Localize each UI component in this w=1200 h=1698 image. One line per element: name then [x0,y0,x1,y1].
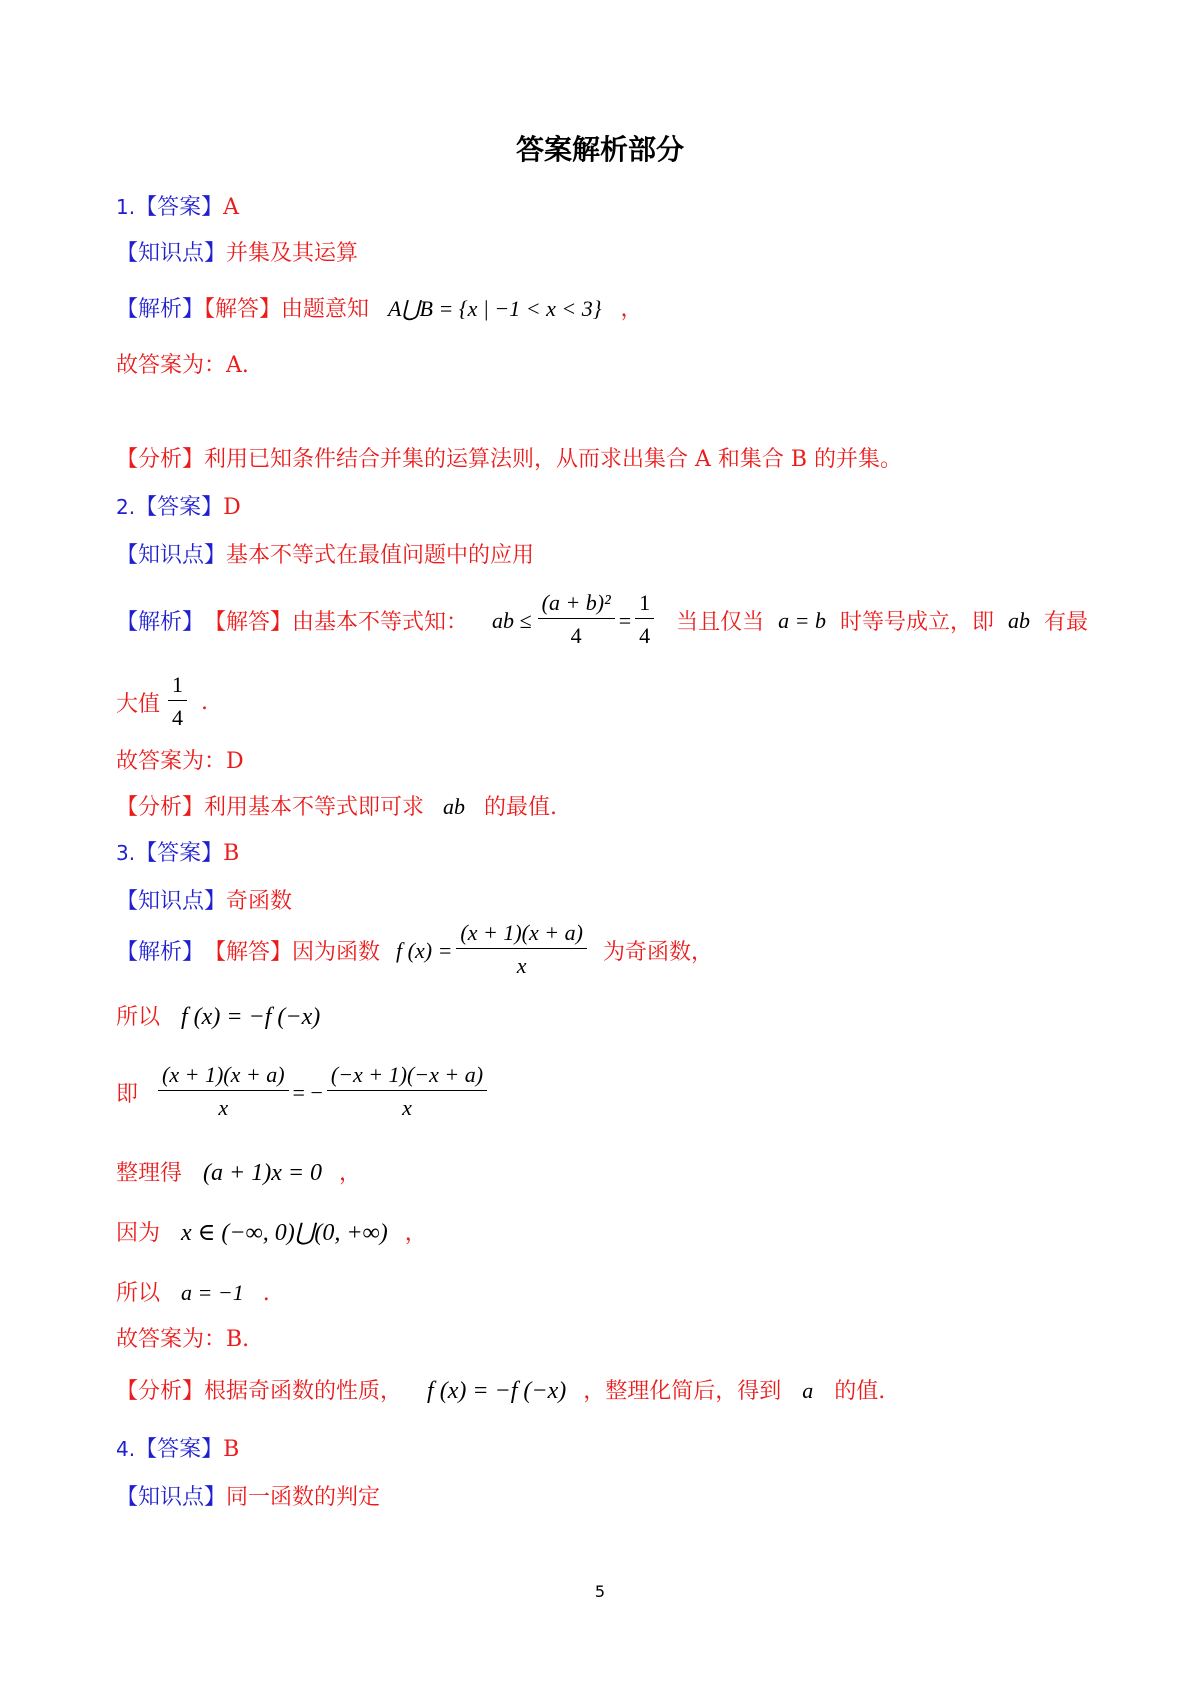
review-tag: 【分析】 [116,795,205,820]
q3-yw-line [116,1216,427,1247]
q3-yw-text: 因为 [116,1221,161,1246]
q3-function-denominator: x [516,953,527,978]
q3-ji-line [116,1060,487,1125]
q2-review-text: 利用基本不等式即可求 [204,795,425,820]
q3-right-denominator: x [402,1095,412,1120]
q1-solution-text: 由题意知 [281,297,370,322]
q1-solution-line [116,292,643,323]
q3-left-denominator: x [218,1095,229,1120]
q3-so2-text: 所以 [116,1281,161,1306]
q1-conclusion: 故答案为：A. [116,353,249,378]
q3-so-text: 所以 [116,1005,161,1030]
q2-condition-formula: a = b [778,607,827,633]
page-number: 5 [594,1582,606,1601]
q3-number: 3. [116,841,136,865]
q4-answer: B [223,1437,240,1462]
q3-function-fraction [456,918,587,983]
q3-left-numerator: (x + 1)(x + a) [158,1060,289,1091]
q2-max-fraction [168,670,187,735]
q2-solution-text: 由基本不等式知： [292,610,469,635]
q3-answer: B [223,841,240,866]
q4-knowledge: 同一函数的判定 [226,1485,381,1510]
q3-so2-line [116,1276,270,1307]
q3-right-fraction [327,1060,487,1125]
analysis-tag: 【解析】 [116,940,205,965]
analysis-tag: 【解析】 [116,610,205,635]
solution-tag: 【解答】 [204,610,293,635]
q3-solution-tail: 为奇函数， [602,940,713,965]
q1-answer: A [223,195,239,220]
q3-zl-tail: ， [339,1161,362,1186]
q2-fraction-square-denominator: 4 [570,623,582,648]
q3-zl-formula: (a + 1)x = 0 [203,1160,323,1186]
q3-so2-tail: . [262,1281,270,1306]
q1-review-line [116,442,902,473]
solution-tag: 【解答】 [204,940,293,965]
answer-tag: 【答案】 [135,841,224,866]
q2-fraction-quarter-denominator: 4 [639,623,651,648]
q2-equals: = [618,607,632,633]
q3-zl-line [116,1156,361,1187]
q4-answer-line [116,1432,239,1463]
q3-equals-minus: = − [292,1079,323,1105]
page-title: 答案解析部分 [515,133,684,166]
q2-review-line [116,790,557,821]
q2-ab: ab [1008,607,1031,633]
knowledge-tag: 【知识点】 [116,889,227,914]
q2-period: . [201,690,209,715]
review-tag: 【分析】 [116,447,205,472]
q3-so-line [116,1000,320,1031]
q1-answer-line [116,190,239,221]
q2-solution-line [116,588,1088,653]
q3-review-a: a [802,1378,814,1403]
knowledge-tag: 【知识点】 [116,543,227,568]
q3-conclusion: 故答案为：B. [116,1327,250,1352]
solution-tag: 【解答】 [204,297,282,322]
q2-knowledge-line [116,538,534,569]
q3-function-lhs: f (x) = [396,937,453,963]
q2-conclusion: 故答案为：D [116,749,244,774]
q3-review-formula: f (x) = −f (−x) [427,1378,567,1404]
q1-number: 1. [116,195,136,219]
q2-max-line [116,670,208,735]
analysis-tag: 【解析】 [116,297,205,322]
q3-knowledge-line [116,884,292,915]
q3-function-numerator: (x + 1)(x + a) [456,918,587,949]
q2-text3: 有最 [1044,610,1089,635]
q3-odd-formula: f (x) = −f (−x) [181,1004,321,1030]
q3-domain-formula: x ∈ (−∞, 0)⋃(0, +∞) [181,1220,388,1246]
q2-ab-leq: ab ≤ [492,607,532,633]
q3-solution-text: 因为函数 [292,940,381,965]
q2-number: 2. [116,495,136,519]
q4-number: 4. [116,1437,136,1461]
q3-review-mid: ，整理化简后，得到 [583,1379,782,1404]
q2-fraction-quarter-numerator: 1 [635,588,654,619]
q4-knowledge-line [116,1480,380,1511]
knowledge-tag: 【知识点】 [116,241,227,266]
q2-fraction-quarter [635,588,654,653]
q2-review-tail: 的最值. [484,795,558,820]
review-tag: 【分析】 [116,1379,205,1404]
q1-union-formula: A⋃B = {x | −1 < x < 3} [388,296,602,321]
q1-knowledge: 并集及其运算 [226,241,359,266]
q3-yw-tail: ， [404,1221,427,1246]
answer-tag: 【答案】 [135,1437,224,1462]
q1-comma: ， [620,297,643,322]
answer-tag: 【答案】 [135,195,224,220]
q3-ji-text: 即 [116,1082,139,1107]
knowledge-tag: 【知识点】 [116,1485,227,1510]
q2-line2-text: 大值 [116,692,161,717]
q3-review-text: 根据奇函数的性质， [204,1379,403,1404]
answer-tag: 【答案】 [135,495,224,520]
q2-max-numerator: 1 [168,670,187,701]
q3-zl-text: 整理得 [116,1161,183,1186]
q3-right-numerator: (−x + 1)(−x + a) [327,1060,487,1091]
q3-a-value: a = −1 [181,1280,244,1305]
q2-fraction-square [538,588,615,653]
q2-answer: D [223,495,241,520]
q2-knowledge: 基本不等式在最值问题中的应用 [226,543,535,568]
q3-review-line [116,1374,885,1405]
q2-fraction-square-numerator: (a + b)² [538,588,615,619]
q3-solution-line [116,918,713,983]
q3-review-tail: 的值. [834,1379,886,1404]
q3-answer-line [116,836,239,867]
q1-review: 利用已知条件结合并集的运算法则，从而求出集合 A 和集合 B 的并集。 [204,447,903,472]
q3-left-fraction [158,1060,289,1125]
q3-knowledge: 奇函数 [226,889,293,914]
q2-condition-text2: 时等号成立，即 [840,610,995,635]
q2-review-ab: ab [443,794,466,819]
q2-condition-text: 当且仅当 [676,610,765,635]
q2-max-denominator: 4 [172,705,184,730]
q2-answer-line [116,490,241,521]
q1-knowledge-line [116,236,358,267]
